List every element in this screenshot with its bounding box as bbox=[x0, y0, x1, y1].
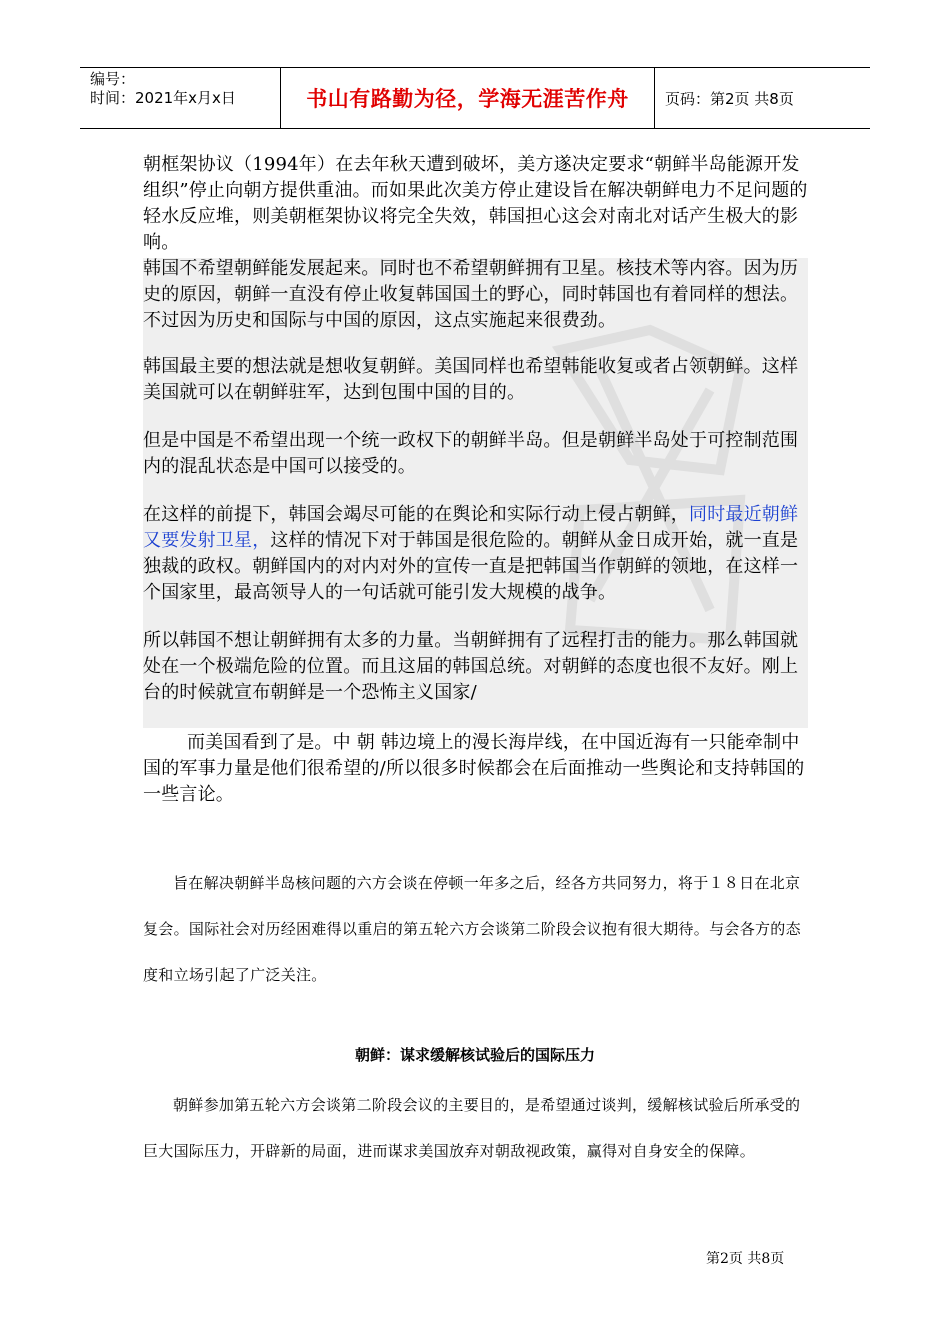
paragraph-7: 而美国看到了是。中 朝 韩边境上的漫长海岸线，在中国近海有一只能牵制中国的军事力量是他们很希望的/所以很多时候都会在后面推动一些舆论和支持韩国的一些言论。 bbox=[143, 732, 805, 805]
page-header bbox=[80, 67, 870, 129]
footer-page-number: 第2页 共8页 bbox=[706, 1251, 785, 1267]
paragraph-2: 韩国不希望朝鲜能发展起来。同时也不希望朝鲜拥有卫星。核技术等内容。因为历史的原因，朝鲜一直没有停止收复韩国国土的野心，同时韩国也有着同样的想法。不过因为历史和国际与中国的原因，这点实施起来很费劲。 bbox=[143, 258, 799, 331]
paragraph-5 bbox=[143, 502, 813, 606]
number-label: 编号： bbox=[90, 70, 136, 88]
header-meta bbox=[80, 68, 281, 128]
header-motto: 书山有路勤为径，学海无涯苦作舟 bbox=[281, 68, 655, 128]
paragraph-1: 朝框架协议（1994年）在去年秋天遭到破坏，美方遂决定要求“朝鲜半岛能源开发组织”停止向朝方提供重油。而如果此次美方停止建设旨在解决朝鲜电力不足问题的轻水反应堆，则美朝框架协议将完全失效，韩国担心这会对南北对话产生极大的影响。 bbox=[143, 154, 808, 253]
paragraph-6: 所以韩国不想让朝鲜拥有太多的力量。当朝鲜拥有了远程打击的能力。那么韩国就处在一个极端危险的位置。而且这届的韩国总统。对朝鲜的态度也很不友好。刚上台的时候就宣布朝鲜是一个恐怖主义国家/ bbox=[143, 630, 799, 703]
news-paragraph-2: 朝鲜参加第五轮六方会谈第二阶段会议的主要目的，是希望通过谈判，缓解核试验后所承受的巨大国际压力，开辟新的局面，进而谋求美国放弃对朝敌视政策，赢得对自身安全的保障。 bbox=[143, 1096, 801, 1160]
time-label: 时间：2021年x月x日 bbox=[90, 89, 236, 107]
paragraph-5-highlight: 同时最近朝鲜又要发射卫星， bbox=[143, 504, 799, 551]
header-page-info: 页码：第2页 共8页 bbox=[665, 89, 794, 108]
paragraph-3: 韩国最主要的想法就是想收复朝鲜。美国同样也希望韩能收复或者占领朝鲜。这样美国就可以在朝鲜驻军，达到包围中国的目的。 bbox=[143, 356, 799, 403]
paragraph-5-text-a: 在这样的前提下，韩国会竭尽可能的在舆论和实际行动上侵占朝鲜， bbox=[143, 504, 689, 525]
section-heading: 朝鲜：谋求缓解核试验后的国际压力 bbox=[354, 1046, 595, 1064]
news-paragraph-1: 旨在解决朝鲜半岛核问题的六方会谈在停顿一年多之后，经各方共同努力，将于１８日在北京复会。国际社会对历经困难得以重启的第五轮六方会谈第二阶段会议抱有很大期待。与会各方的态度和立场引起了广泛关注。 bbox=[143, 874, 801, 984]
paragraph-4: 但是中国是不希望出现一个统一政权下的朝鲜半岛。但是朝鲜半岛处于可控制范围内的混乱状态是中国可以接受的。 bbox=[143, 430, 799, 477]
paragraph-5-text-c: 这样的情况下对于韩国是很危险的。朝鲜从金日成开始，就一直是独裁的政权。朝鲜国内的对内对外的宣传一直是把韩国当作朝鲜的领地，在这样一个国家里，最高领导人的一句话就可能引发大规模的战争。 bbox=[143, 530, 799, 603]
